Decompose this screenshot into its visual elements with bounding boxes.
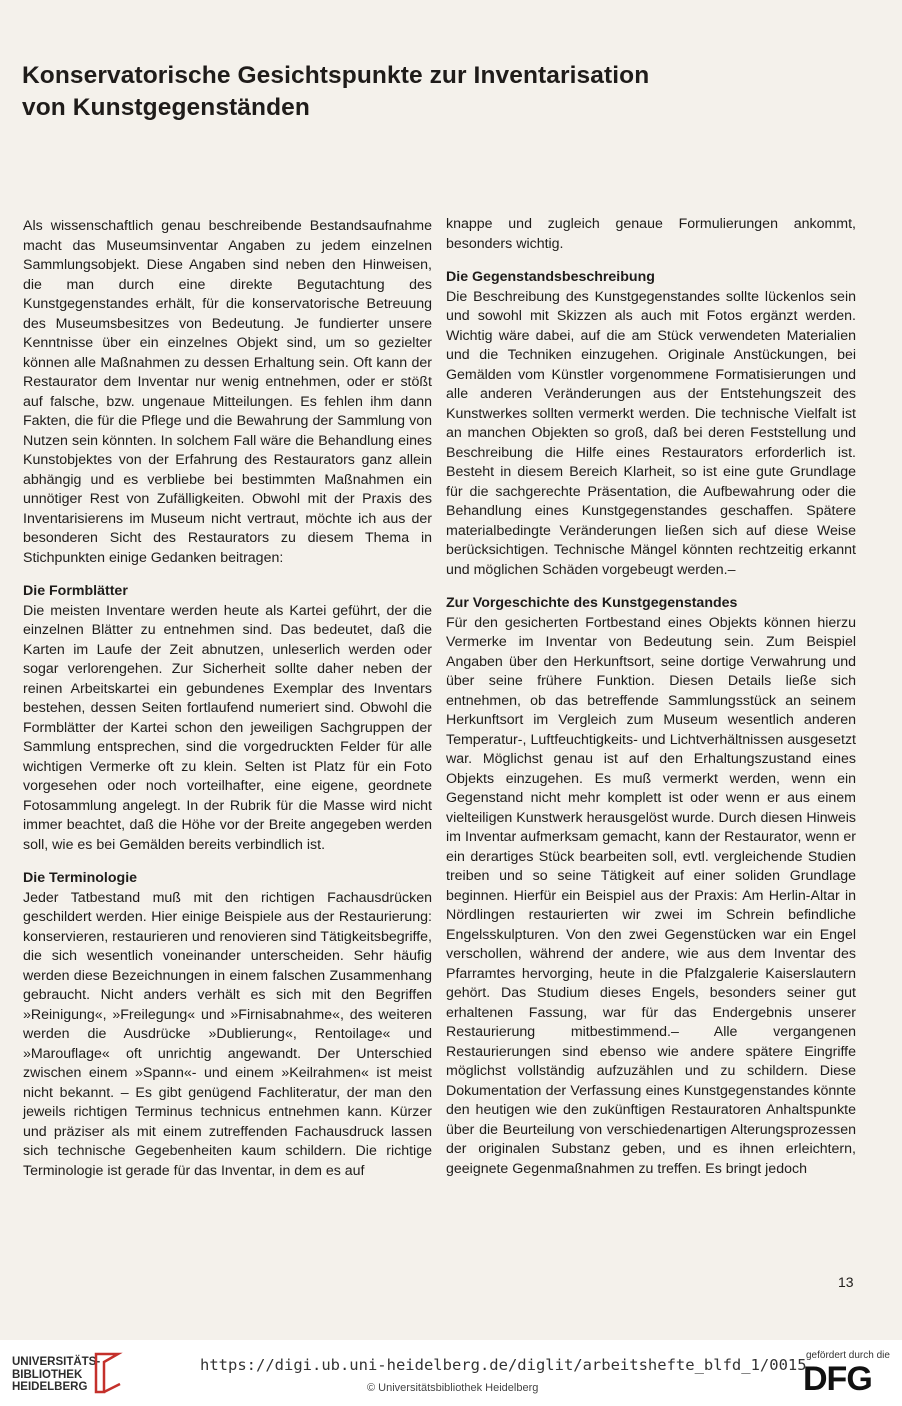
funding-label: gefördert durch die xyxy=(806,1350,890,1361)
source-url-link[interactable]: https://digi.ub.uni-heidelberg.de/diglit/arbeitshefte_blfd_1/0015 xyxy=(200,1356,807,1374)
library-logo-icon xyxy=(92,1350,124,1396)
paragraph-vorgeschichte: Für den gesicherten Fortbestand eines Objekts können hierzu Vermerke im Inventar von Bedeutung sein. Zum Beispiel Angaben über den Herkunftsort, seine dortige Verwahrung und über seine frühere Funktion. Diesen Details ließe sich entnehmen, ob das betreffende Sammlungsstück an seinem Herkunftsort im Vergleich zum Museum wesentlich anderen Temperatur-, Luftfeuchtigkeits- und Lichtverhältnissen ausgesetzt war. Möglichst genau ist auf den Erhaltungszustand eines Objekts einzugehen. Es muß vermerkt werden, wenn ein Gegenstand nicht mehr komplett ist oder wenn er aus einem vielteiligen Kunstwerk herausgelöst wurde. Durch diesen Hinweis im Inventar aufmerksam gemacht, kann der Restaurator, wenn er ein derartiges Stück bearbeiten soll, evtl. vergleichende Studien treiben und so seine Tätigkeit auf einer soliden Grundlage beginnen. Hierfür ein Beispiel aus der Praxis: Am Herlin-Altar in Nördlingen restaurierten wir zwei im Schrein befindliche Engelsskulpturen. Von den zwei Gegenstücken war ein Engel verschollen, während der andere, wie aus dem Inventar des Pfarramtes hervorging, heute in die Pfalzgalerie Kaiserslautern gehört. Das Studium dieses Engels, besonders seiner gut erhaltenen Fassung, war für das Endergebnis unserer Restaurierung mitbestimmend.– Alle vergangenen Restaurierungen sind ebenso wie andere spätere Eingriffe möglichst vollständig aufzuzählen und zu schildern. Diese Dokumentation der Verfassung eines Kunstgegenstandes könnte den heutigen wie den zukünftigen Restauratoren Anhaltspunkte über die Beurteilung von verschiedenartigen Alterungsprozessen der originalen Substanz geben, und es ihnen erleichtern, geeignete Gegenmaßnahmen zu treffen. Es bringt jedoch xyxy=(446,614,856,1177)
dfg-logo: DFG xyxy=(803,1360,872,1398)
right-column xyxy=(446,215,856,1179)
library-name: UNIVERSITÄTS- BIBLIOTHEK HEIDELBERG xyxy=(12,1356,101,1393)
paragraph-terminologie: Jeder Tatbestand muß mit den richtigen Fachausdrücken geschildert werden. Hier einige Beispiele aus der Restaurierung: konservieren, restaurieren und renovieren sind Tätigkeitsbegriffe, die sich wesentlich voneinander unterscheiden. Sehr häufig werden diese Bezeichnungen in einem falschen Zusammenhang gebraucht. Nicht anders verhält es sich mit den Begriffen »Reinigung«, »Freilegung« und »Firnisabnahme«, des weiteren werden die Ausdrücke »Dublierung«, Rentoilage« und »Marouflage« oft unrichtig angewandt. Der Unterschied zwischen einem »Spann«- und einem »Keilrahmen« ist meist nicht bekannt. – Es gibt genügend Fachliteratur, der man den jeweils richtigen Terminus technicus entnehmen kann. Kürzer und präziser als mit einem zutreffenden Fachausdruck lassen sich technische Gegebenheiten kaum schildern. Die richtige Terminologie ist gerade für das Inventar, in dem es auf xyxy=(23,889,432,1179)
paragraph-gegenstandsbeschreibung: Die Beschreibung des Kunstgegenstandes sollte lückenlos sein und sowohl mit Skizzen als auch mit Fotos ergänzt werden. Wichtig wäre dabei, auf die am Stück verwendeten Materialien und die Techniken einzugehen. Originale Anstückungen, bei Gemälden vom Künstler vorgenommene Formatisierungen und alle anderen Veränderungen aus der Entstehungszeit des Kunstwerkes sollten vermerkt werden. Die technische Vielfalt ist an manchen Objekten so groß, daß bei deren Feststellung und Beschreibung die Hilfe eines Restaurators erforderlich ist. Besteht in diesem Bereich Klarheit, so ist eine gute Grundlage für die sachgerechte Präsentation, die Aufbewahrung oder die Behandlung eines Kunstgegenstandes geschaffen. Spätere materialbedingte Veränderungen ließen sich auf diese Weise berücksichtigen. Technische Mängel könnten rechtzeitig erkannt und möglichen Schäden vorgebeugt werden.– xyxy=(446,288,856,578)
page-number: 13 xyxy=(838,1274,854,1290)
article-title xyxy=(22,60,722,124)
continuation-paragraph: knappe und zugleich genaue Formulierungen ankommt, besonders wichtig. xyxy=(446,216,856,252)
heading-gegenstandsbeschreibung: Die Gegenstandsbeschreibung xyxy=(446,269,655,285)
title-line-2: von Kunstgegenständen xyxy=(22,94,310,121)
title-line-1: Konservatorische Gesichtspunkte zur Inventarisation xyxy=(22,62,650,89)
intro-paragraph: Als wissenschaftlich genau beschreibende Bestandsaufnahme macht das Museumsinventar Angaben zu jedem einzelnen Sammlungsobjekt. Diese Angaben sind neben den Hinweisen, die man durch eine direkte Begutachtung des Kunstgegenstandes erhält, für die konservatorische Betreuung des Museumsbesitzes von Bedeutung. Je fundierter unsere Kenntnisse über ein einzelnes Objekt sind, um so gezielter können alle Maßnahmen zu dessen Erhaltung sein. Oft kann der Restaurator dem Inventar nur wenig entnehmen, oder er stößt auf falsche, bzw. ungenaue Mitteilungen. Es fehlen ihm dann Fakten, die für die Pflege und die Bewahrung der Sammlung von Nutzen sein könnten. In solchem Fall wäre die Behandlung eines Kunstobjektes von der Erfahrung des Restaurators ganz allein abhängig und es verbliebe bei bestimmten Maßnahmen ein unnötiger Rest von Zufälligkeiten. Obwohl mit der Praxis des Inventarisierens im Museum nicht vertraut, möchte ich aus der besonderen Sicht des Restaurators zu diesem Thema in Stichpunkten einige Gedanken beitragen: xyxy=(23,218,432,566)
heading-terminologie: Die Terminologie xyxy=(23,870,138,886)
heading-formblaetter: Die Formblätter xyxy=(23,583,128,599)
heading-vorgeschichte: Zur Vorgeschichte des Kunstgegenstandes xyxy=(446,595,738,611)
paragraph-formblaetter: Die meisten Inventare werden heute als Kartei geführt, der die einzelnen Blätter zu entnehmen sind. Das bedeutet, daß die Karten im Laufe der Zeit abnutzen, unleserlich werden oder sogar verlorengehen. Zur Sicherheit sollte daher neben der reinen Arbeitskartei ein gebundenes Exemplar des Inventars bestehen, dessen Seiten fortlaufend numeriert sind. Obwohl die Formblätter der Kartei schon den jeweiligen Sachgruppen der Sammlung entsprechen, sind die vorgedruckten Felder für alle wichtigen Vermerke oft zu klein. Selten ist Platz für ein Foto vorgesehen oder noch vorteilhafter, eine eigene, geordnete Fotosammlung angelegt. In der Rubrik für die Masse wird nicht immer beachtet, daß die Höhe vor der Breite angegeben werden soll, wie es bei Gemälden bereits verbindlich ist. xyxy=(23,602,432,853)
left-column xyxy=(23,217,432,1181)
copyright-notice: © Universitätsbibliothek Heidelberg xyxy=(367,1382,539,1394)
